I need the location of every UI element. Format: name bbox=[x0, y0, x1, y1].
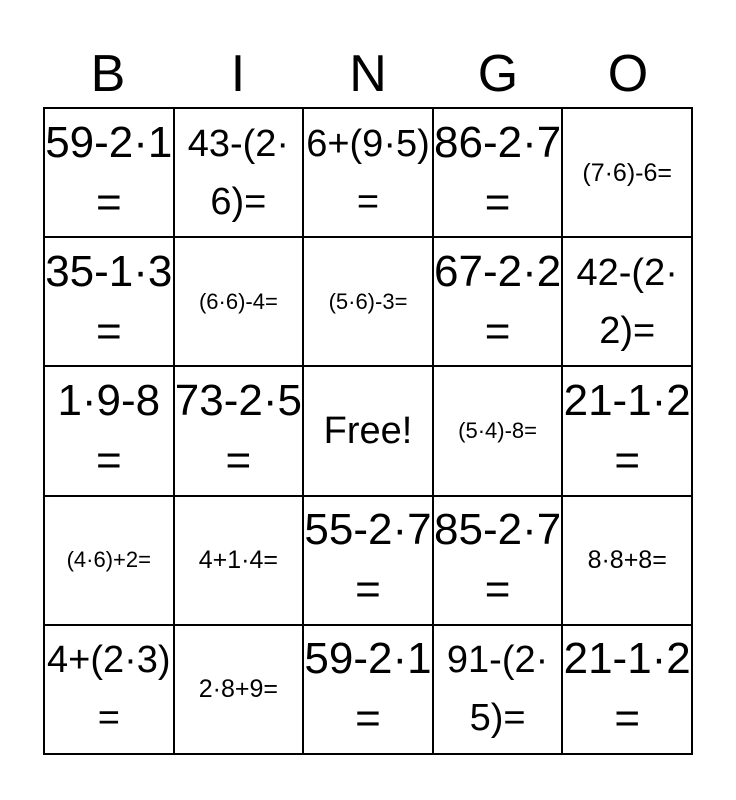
bingo-cell[interactable] bbox=[562, 496, 692, 625]
cell-text: (5·4)-8= bbox=[458, 417, 538, 443]
cell-text: 73-2·5= bbox=[174, 375, 302, 485]
bingo-cell[interactable] bbox=[562, 625, 692, 754]
bingo-cell[interactable] bbox=[303, 625, 433, 754]
bingo-cell[interactable] bbox=[433, 237, 563, 366]
bingo-cell[interactable] bbox=[44, 625, 174, 754]
cell-text: 42-(2·2)= bbox=[576, 251, 678, 352]
cell-text: 67-2·2= bbox=[434, 246, 562, 356]
bingo-cell[interactable] bbox=[433, 496, 563, 625]
bingo-cell[interactable] bbox=[174, 366, 304, 495]
bingo-cell[interactable] bbox=[433, 625, 563, 754]
bingo-cell[interactable] bbox=[44, 237, 174, 366]
header-letter-g: G bbox=[477, 45, 519, 103]
cell-text: 59-2·1= bbox=[304, 634, 432, 744]
cell-text: 2·8+9= bbox=[198, 675, 279, 704]
free-space-cell[interactable] bbox=[303, 366, 433, 495]
free-space-text: Free! bbox=[323, 409, 413, 452]
cell-text: 43-(2·6)= bbox=[187, 122, 290, 223]
cell-text: 55-2·7= bbox=[304, 505, 432, 615]
cell-text: 59-2·1= bbox=[45, 117, 173, 227]
cell-text: (6·6)-4= bbox=[198, 288, 278, 314]
bingo-cell[interactable] bbox=[44, 496, 174, 625]
bingo-header bbox=[43, 40, 693, 108]
header-letter-b: B bbox=[90, 45, 126, 103]
cell-text: 91-(2·5)= bbox=[446, 639, 549, 740]
cell-text: 4+(2·3)= bbox=[47, 639, 171, 740]
bingo-cell[interactable] bbox=[44, 366, 174, 495]
cell-text: 1·9-8= bbox=[57, 375, 161, 485]
header-letter-i: I bbox=[230, 45, 246, 103]
bingo-cell[interactable] bbox=[303, 496, 433, 625]
cell-text: 85-2·7= bbox=[434, 505, 562, 615]
bingo-cell[interactable] bbox=[433, 108, 563, 237]
bingo-cell[interactable] bbox=[433, 366, 563, 495]
cell-text: 6+(9·5)= bbox=[306, 122, 430, 223]
cell-text: (5·6)-3= bbox=[328, 288, 408, 314]
bingo-cell[interactable] bbox=[562, 366, 692, 495]
bingo-cell[interactable] bbox=[174, 108, 304, 237]
cell-text: 4+1·4= bbox=[198, 546, 279, 575]
cell-text: 8·8+8= bbox=[587, 546, 667, 575]
bingo-cell[interactable] bbox=[303, 108, 433, 237]
cell-text: (4·6)+2= bbox=[66, 547, 151, 573]
header-letter-n: N bbox=[349, 45, 387, 103]
bingo-cell[interactable] bbox=[44, 108, 174, 237]
bingo-cell[interactable] bbox=[174, 237, 304, 366]
cell-text: 21-1·2= bbox=[563, 375, 691, 485]
bingo-cell[interactable] bbox=[174, 496, 304, 625]
cell-text: 21-1·2= bbox=[563, 634, 691, 744]
header-letter-o: O bbox=[607, 45, 649, 103]
cell-text: (7·6)-6= bbox=[582, 158, 672, 187]
bingo-card-grid bbox=[43, 107, 693, 755]
cell-text: 86-2·7= bbox=[434, 117, 562, 227]
bingo-cell[interactable] bbox=[303, 237, 433, 366]
bingo-cell[interactable] bbox=[562, 108, 692, 237]
bingo-cell[interactable] bbox=[174, 625, 304, 754]
bingo-cell[interactable] bbox=[562, 237, 692, 366]
cell-text: 35-1·3= bbox=[45, 246, 173, 356]
